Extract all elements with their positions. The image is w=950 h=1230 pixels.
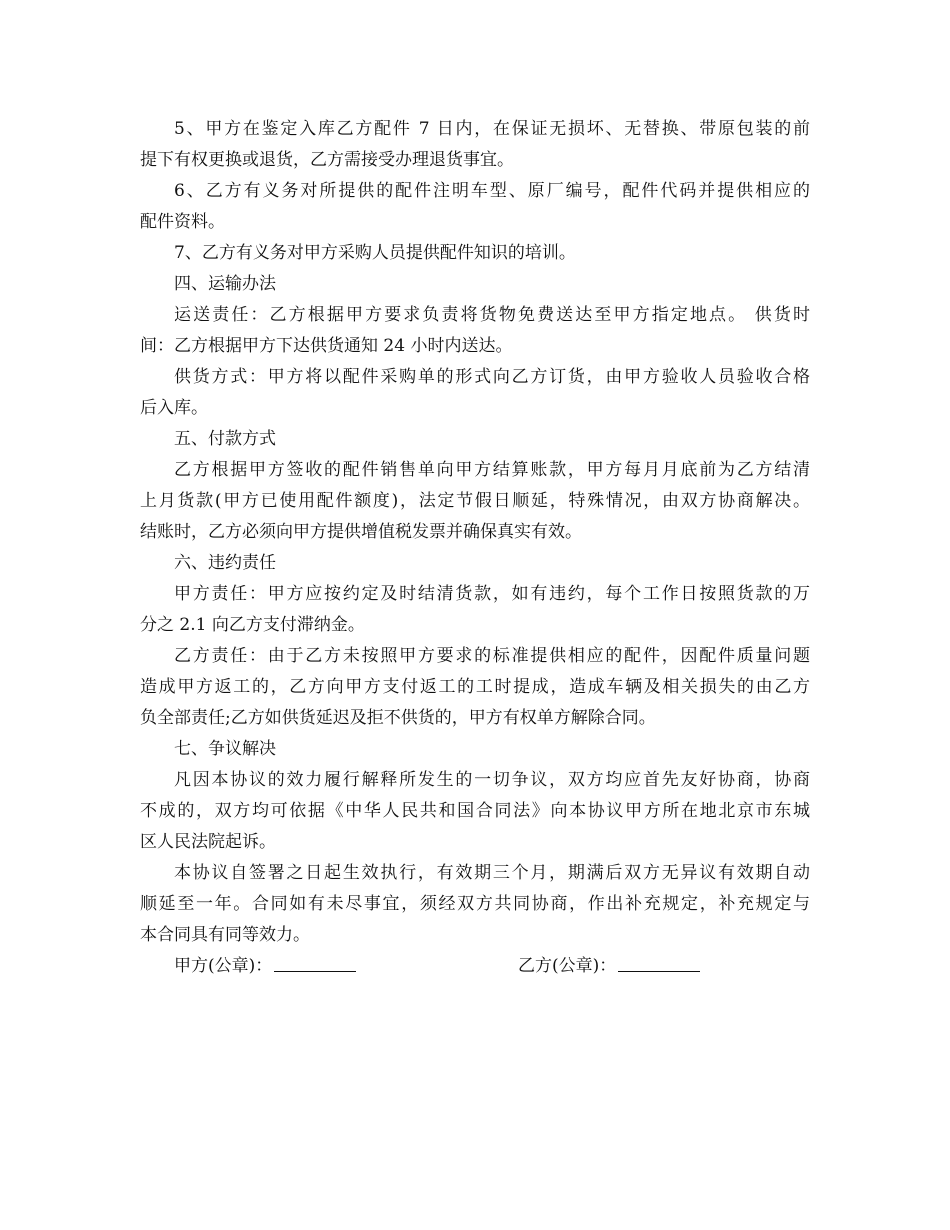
- supply-line-2: 后入库。: [140, 398, 208, 418]
- clause-6-line-1: 6、乙方有义务对所提供的配件注明车型、原厂编号，配件代码并提供相应的: [174, 181, 810, 201]
- validity-line-1: 本协议自签署之日起生效执行，有效期三个月，期满后双方无异议有效期自动: [174, 863, 810, 883]
- dispute-line-1: 凡因本协议的效力履行解释所发生的一切争议，双方均应首先友好协商，协商: [174, 770, 810, 790]
- party-b-liability-line-2: 造成甲方返工的，乙方向甲方支付返工的工时提成，造成车辆及相关损失的由乙方: [140, 677, 810, 697]
- party-b-signature-line: [618, 951, 700, 972]
- payment-line-1: 乙方根据甲方签收的配件销售单向甲方结算账款，甲方每月月底前为乙方结清: [174, 460, 810, 480]
- party-b-signature: [518, 951, 700, 982]
- section-7-heading: 七、争议解决: [174, 739, 276, 759]
- section-5-heading: 五、付款方式: [174, 429, 276, 449]
- supply-line-1: 供货方式：甲方将以配件采购单的形式向乙方订货，由甲方验收人员验收合格: [174, 367, 810, 387]
- clause-5-line-2: 提下有权更换或退货，乙方需接受办理退货事宜。: [140, 150, 514, 170]
- transport-line-1: 运送责任：乙方根据甲方要求负责将货物免费送达至甲方指定地点。 供货时: [174, 305, 810, 325]
- validity-line-2: 顺延至一年。合同如有未尽事宜，须经双方共同协商，作出补充规定，补充规定与: [140, 894, 810, 914]
- party-b-liability-line-1: 乙方责任：由于乙方未按照甲方要求的标准提供相应的配件，因配件质量问题: [174, 646, 810, 666]
- section-4-heading: 四、运输办法: [174, 274, 276, 294]
- party-a-liability-line-1: 甲方责任：甲方应按约定及时结清货款，如有违约，每个工作日按照货款的万: [174, 584, 810, 604]
- dispute-line-3: 区人民法院起诉。: [140, 832, 276, 852]
- party-b-seal-label: 乙方(公章)：: [518, 956, 617, 976]
- contract-page: [140, 114, 810, 982]
- dispute-line-2: 不成的，双方均可依据《中华人民共和国合同法》向本协议甲方所在地北京市东城: [140, 801, 810, 821]
- signature-row: [140, 951, 810, 982]
- party-b-liability-line-3: 负全部责任;乙方如供货延迟及拒不供货的，甲方有权单方解除合同。: [140, 708, 656, 728]
- party-a-signature-line: [274, 951, 356, 972]
- clause-6-line-2: 配件资料。: [140, 212, 225, 232]
- transport-line-2: 间：乙方根据甲方下达供货通知 24 小时内送达。: [140, 336, 513, 356]
- party-a-seal-label: 甲方(公章)：: [174, 956, 273, 976]
- party-a-signature: [174, 951, 518, 982]
- payment-line-2: 上月货款(甲方已使用配件额度)，法定节假日顺延，特殊情况，由双方协商解决。: [140, 491, 810, 511]
- validity-line-3: 本合同具有同等效力。: [140, 925, 310, 945]
- clause-7: 7、乙方有义务对甲方采购人员提供配件知识的培训。: [174, 243, 576, 263]
- party-a-liability-line-2: 分之 2.1 向乙方支付滞纳金。: [140, 615, 365, 635]
- section-6-heading: 六、违约责任: [174, 553, 276, 573]
- clause-5-line-1: 5、甲方在鉴定入库乙方配件 7 日内，在保证无损坏、无替换、带原包装的前: [174, 119, 810, 139]
- payment-line-3: 结账时，乙方必须向甲方提供增值税发票并确保真实有效。: [140, 522, 582, 542]
